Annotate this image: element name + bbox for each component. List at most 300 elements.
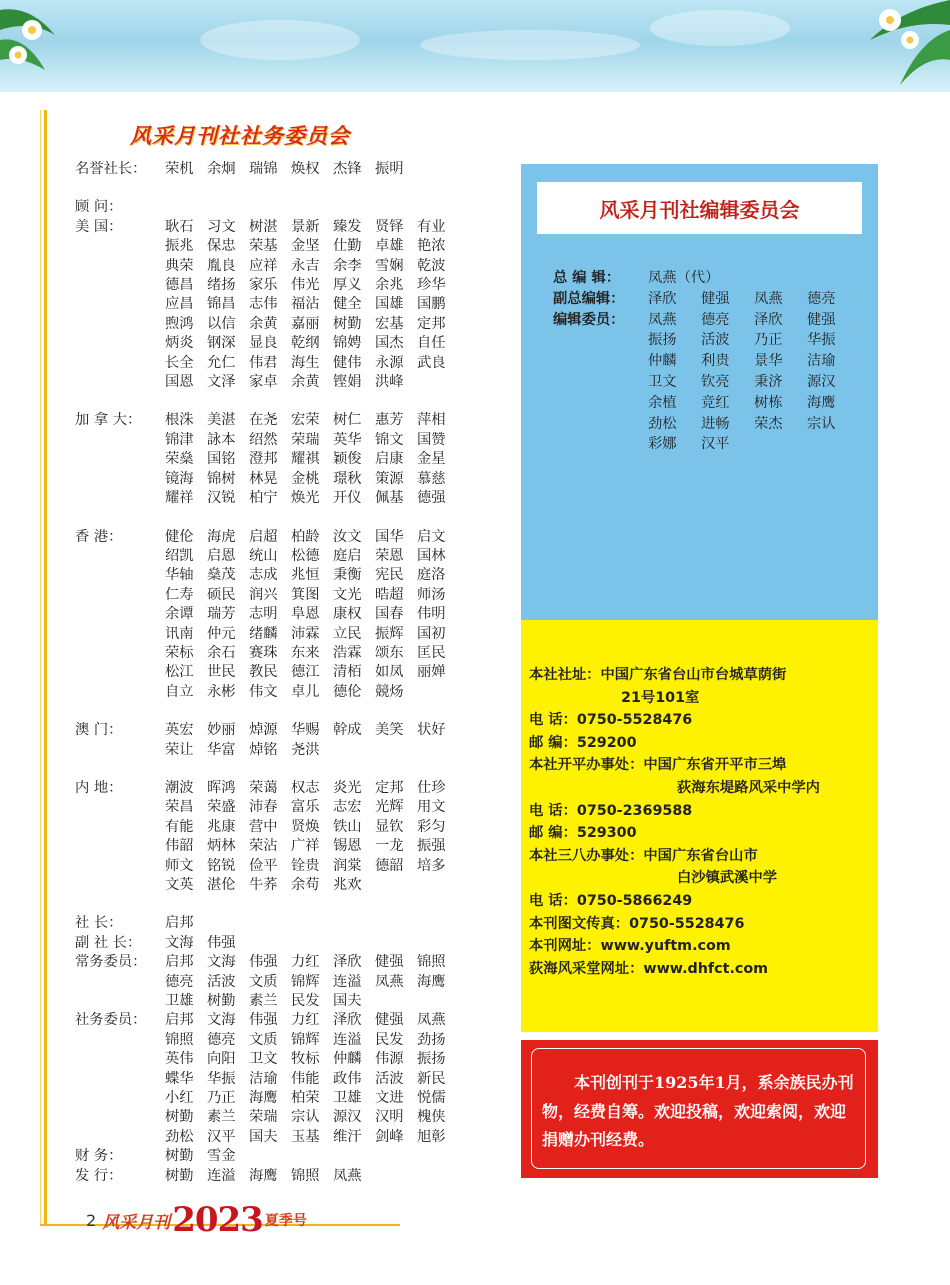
roster-name: 健伦 bbox=[165, 528, 194, 545]
roster-name: 振扬 bbox=[417, 1051, 446, 1068]
roster-names bbox=[165, 605, 459, 624]
roster-names bbox=[165, 334, 459, 353]
roster-name: 锦津 bbox=[165, 431, 194, 448]
roster-label bbox=[75, 992, 165, 1011]
roster-name: 海虎 bbox=[207, 528, 236, 545]
roster-name: 松德 bbox=[291, 547, 320, 564]
roster-name: 允仁 bbox=[207, 354, 236, 371]
section-gap bbox=[75, 179, 475, 198]
roster-name: 艳浓 bbox=[417, 238, 446, 255]
roster-names bbox=[165, 741, 333, 760]
roster-names bbox=[165, 953, 459, 972]
roster-names bbox=[165, 315, 459, 334]
editorial-name: 凤燕 bbox=[754, 290, 783, 307]
roster-row bbox=[75, 489, 475, 508]
roster-name: 家乐 bbox=[249, 277, 278, 294]
top-banner bbox=[0, 0, 950, 92]
contact-key: 本刊图文传真： bbox=[529, 915, 630, 932]
roster-label bbox=[75, 1108, 165, 1127]
roster-name: 国赞 bbox=[417, 431, 446, 448]
editorial-name: 凤燕 bbox=[648, 311, 677, 328]
roster-name: 力红 bbox=[291, 954, 320, 971]
editorial-name: 源汉 bbox=[807, 373, 836, 390]
roster-name: 民发 bbox=[375, 1031, 404, 1048]
roster-name: 连溢 bbox=[207, 1167, 236, 1184]
roster-name: 荣标 bbox=[165, 644, 194, 661]
roster-name: 树勤 bbox=[165, 1148, 194, 1165]
roster-name: 伟君 bbox=[249, 354, 278, 371]
editorial-name: 景华 bbox=[754, 353, 783, 370]
roster-name: 素兰 bbox=[207, 1109, 236, 1126]
roster-row bbox=[75, 354, 475, 373]
roster-label: 内 地： bbox=[75, 779, 123, 796]
roster-label: 社 长： bbox=[75, 915, 123, 932]
magazine-name: 风采月刊 bbox=[102, 1212, 171, 1233]
editorial-row bbox=[553, 351, 860, 372]
roster-name: 余黄 bbox=[291, 374, 320, 391]
roster-name: 海鹰 bbox=[249, 1167, 278, 1184]
roster-name: 锦辉 bbox=[291, 1031, 320, 1048]
contact-value: 529200 bbox=[576, 734, 637, 751]
roster-name: 松江 bbox=[165, 664, 194, 681]
roster-label bbox=[75, 586, 165, 605]
roster-name: 锦辉 bbox=[291, 973, 320, 990]
roster-name: 向阳 bbox=[207, 1051, 236, 1068]
roster-name: 锦树 bbox=[207, 470, 236, 487]
editorial-name: 凤燕（代） bbox=[648, 270, 720, 286]
roster-name: 锦昌 bbox=[207, 296, 236, 313]
contact-value: 0750-5528476 bbox=[629, 915, 745, 932]
roster-name: 乾波 bbox=[417, 257, 446, 274]
roster-name: 有能 bbox=[165, 818, 194, 835]
contact-line bbox=[529, 913, 820, 936]
roster-name: 自任 bbox=[417, 335, 446, 352]
roster-name: 炎光 bbox=[333, 779, 362, 796]
committee-roster bbox=[75, 160, 475, 1186]
roster-names bbox=[165, 566, 459, 585]
roster-name: 伟能 bbox=[291, 1070, 320, 1087]
roster-name: 连溢 bbox=[333, 973, 362, 990]
contact-value: 中国广东省开平市三埠 bbox=[643, 757, 787, 774]
roster-name: 焕光 bbox=[291, 490, 320, 507]
roster-name: 乾纲 bbox=[291, 335, 320, 352]
editorial-name: 仲麟 bbox=[648, 353, 677, 370]
roster-name: 振强 bbox=[417, 838, 446, 855]
roster-name: 以信 bbox=[207, 315, 236, 332]
roster-name: 荣昌 bbox=[165, 799, 194, 816]
roster-names bbox=[165, 1011, 459, 1030]
roster-name: 福沾 bbox=[291, 296, 320, 313]
roster-names bbox=[165, 218, 459, 237]
roster-label: 财 务： bbox=[75, 1148, 123, 1165]
roster-name: 璟秋 bbox=[333, 470, 362, 487]
roster-name: 焯铭 bbox=[249, 741, 278, 758]
roster-row bbox=[75, 1070, 475, 1089]
roster-name: 开仪 bbox=[333, 490, 362, 507]
roster-name: 彩匀 bbox=[417, 818, 446, 835]
roster-name: 槐侠 bbox=[417, 1109, 446, 1126]
roster-name: 荣机 bbox=[165, 161, 194, 177]
roster-row bbox=[75, 257, 475, 276]
roster-name: 新民 bbox=[417, 1070, 446, 1087]
roster-name: 耿石 bbox=[165, 218, 194, 235]
roster-name: 政伟 bbox=[333, 1070, 362, 1087]
palm-flower-left-decoration bbox=[0, 0, 80, 92]
roster-row bbox=[75, 837, 475, 856]
roster-row bbox=[75, 779, 475, 798]
roster-name: 瑞芳 bbox=[207, 606, 236, 623]
editorial-name: 劲松 bbox=[648, 415, 677, 432]
roster-name: 国杰 bbox=[375, 335, 404, 352]
roster-row bbox=[75, 528, 475, 547]
contact-key: 电 话： bbox=[529, 892, 577, 909]
roster-row bbox=[75, 953, 475, 972]
roster-name: 永吉 bbox=[291, 257, 320, 274]
roster-label bbox=[75, 237, 165, 256]
roster-name: 英伟 bbox=[165, 1051, 194, 1068]
roster-label bbox=[75, 470, 165, 489]
roster-name: 臻发 bbox=[333, 218, 362, 235]
roster-name: 煦鸿 bbox=[165, 315, 194, 332]
editorial-name: 洁瑜 bbox=[807, 353, 836, 370]
contact-value: 中国广东省台山市台城草荫街 bbox=[600, 667, 787, 683]
roster-names bbox=[165, 528, 459, 547]
roster-name: 柏荣 bbox=[291, 1090, 320, 1107]
roster-name: 力红 bbox=[291, 1012, 320, 1029]
roster-name: 晖鸿 bbox=[207, 779, 236, 796]
roster-name: 清栢 bbox=[333, 664, 362, 681]
roster-row bbox=[75, 315, 475, 334]
roster-names bbox=[165, 779, 459, 798]
editorial-name: 海鹰 bbox=[807, 394, 836, 411]
roster-name: 胤良 bbox=[207, 257, 236, 274]
contact-value: www.dhfct.com bbox=[643, 960, 769, 977]
roster-label: 香 港： bbox=[75, 528, 123, 545]
contact-value: 荻海东堤路风采中学内 bbox=[677, 779, 820, 796]
roster-name: 俭平 bbox=[249, 857, 278, 874]
editorial-name: 汉平 bbox=[701, 436, 730, 453]
roster-name: 仁寿 bbox=[165, 586, 194, 603]
roster-name: 启恩 bbox=[207, 547, 236, 564]
roster-label bbox=[75, 489, 165, 508]
contact-line bbox=[529, 687, 820, 710]
editorial-label bbox=[553, 393, 648, 414]
roster-names bbox=[165, 818, 459, 837]
roster-names bbox=[165, 914, 207, 933]
roster-row bbox=[75, 1031, 475, 1050]
roster-name: 志明 bbox=[249, 606, 278, 623]
roster-name: 国夫 bbox=[249, 1128, 278, 1145]
roster-names bbox=[165, 276, 459, 295]
editorial-name: 进畅 bbox=[701, 415, 730, 432]
roster-name: 金桃 bbox=[291, 470, 320, 487]
roster-row bbox=[75, 1108, 475, 1127]
editorial-row bbox=[553, 414, 860, 435]
roster-label: 名誉社长： bbox=[75, 161, 147, 177]
roster-name: 锡恩 bbox=[333, 838, 362, 855]
roster-name: 德江 bbox=[291, 664, 320, 681]
roster-name: 雪娴 bbox=[375, 257, 404, 274]
roster-name: 颖俊 bbox=[333, 451, 362, 468]
roster-row bbox=[75, 857, 475, 876]
roster-name: 幹成 bbox=[333, 722, 362, 739]
roster-name: 汉明 bbox=[375, 1109, 404, 1126]
roster-label bbox=[75, 1089, 165, 1108]
roster-label bbox=[75, 373, 165, 392]
roster-name: 国雄 bbox=[375, 296, 404, 313]
roster-names bbox=[165, 798, 459, 817]
contact-line bbox=[529, 845, 820, 868]
roster-name: 卓儿 bbox=[291, 683, 320, 700]
roster-name: 德韶 bbox=[375, 857, 404, 874]
roster-name: 庭启 bbox=[333, 547, 362, 564]
roster-name: 伟光 bbox=[291, 277, 320, 294]
roster-row bbox=[75, 876, 475, 895]
roster-label: 加 拿 大： bbox=[75, 412, 142, 429]
editorial-name: 活波 bbox=[701, 332, 730, 349]
contact-line bbox=[529, 732, 820, 755]
roster-name: 小红 bbox=[165, 1090, 194, 1107]
roster-name: 在尧 bbox=[249, 412, 278, 429]
roster-label bbox=[75, 334, 165, 353]
roster-name: 华富 bbox=[207, 741, 236, 758]
roster-name: 英宏 bbox=[165, 722, 194, 739]
roster-label: 常务委员： bbox=[75, 954, 147, 971]
editorial-row bbox=[553, 289, 860, 310]
roster-name: 锦照 bbox=[291, 1167, 320, 1184]
roster-name: 金星 bbox=[417, 451, 446, 468]
roster-names bbox=[165, 1147, 249, 1166]
roster-name: 沛霖 bbox=[291, 625, 320, 642]
roster-row bbox=[75, 798, 475, 817]
roster-label bbox=[75, 644, 165, 663]
roster-name: 国春 bbox=[375, 606, 404, 623]
roster-name: 伟强 bbox=[249, 954, 278, 971]
roster-name: 富乐 bbox=[291, 799, 320, 816]
roster-name: 如凤 bbox=[375, 664, 404, 681]
roster-name: 锦娉 bbox=[333, 335, 362, 352]
roster-name: 树湛 bbox=[249, 218, 278, 235]
roster-row bbox=[75, 218, 475, 237]
roster-name: 习文 bbox=[207, 218, 236, 235]
editorial-name: 钦亮 bbox=[701, 373, 730, 390]
roster-name: 美笑 bbox=[375, 722, 404, 739]
contact-key: 本社开平办事处： bbox=[529, 757, 644, 774]
roster-name: 活波 bbox=[375, 1070, 404, 1087]
roster-label bbox=[75, 1070, 165, 1089]
contact-line bbox=[529, 867, 820, 890]
roster-names bbox=[165, 1128, 459, 1147]
roster-name: 文泽 bbox=[207, 374, 236, 391]
editorial-name: 树栋 bbox=[754, 394, 783, 411]
editorial-name: 宗认 bbox=[807, 415, 836, 432]
roster-name: 文质 bbox=[249, 1031, 278, 1048]
roster-name: 凤燕 bbox=[417, 1012, 446, 1029]
editorial-row bbox=[553, 372, 860, 393]
roster-label bbox=[75, 1050, 165, 1069]
roster-row bbox=[75, 586, 475, 605]
roster-name: 海鹰 bbox=[249, 1090, 278, 1107]
roster-name: 振明 bbox=[375, 161, 404, 177]
roster-name: 荣瑞 bbox=[249, 1109, 278, 1126]
editorial-title: 风采月刊社编辑委员会 bbox=[599, 198, 800, 222]
roster-name: 澄邦 bbox=[249, 451, 278, 468]
roster-name: 贤铎 bbox=[375, 218, 404, 235]
roster-names bbox=[165, 257, 459, 276]
roster-row bbox=[75, 547, 475, 566]
editorial-name: 德亮 bbox=[701, 311, 730, 328]
notice-panel bbox=[521, 1040, 878, 1178]
roster-name: 凤燕 bbox=[375, 973, 404, 990]
roster-name: 宏基 bbox=[375, 315, 404, 332]
editorial-row bbox=[553, 393, 860, 414]
roster-label bbox=[75, 741, 165, 760]
roster-name: 剑峰 bbox=[375, 1128, 404, 1145]
contact-list bbox=[529, 664, 820, 980]
editorial-name: 卫文 bbox=[648, 373, 677, 390]
roster-name: 启邦 bbox=[165, 1012, 194, 1029]
roster-name: 伟强 bbox=[249, 1012, 278, 1029]
editorial-label bbox=[553, 330, 648, 351]
roster-row bbox=[75, 276, 475, 295]
roster-name: 定邦 bbox=[375, 779, 404, 796]
roster-name: 文质 bbox=[249, 973, 278, 990]
roster-name: 绪麟 bbox=[249, 625, 278, 642]
section-gap bbox=[75, 392, 475, 411]
roster-name: 启邦 bbox=[165, 954, 194, 971]
roster-name: 珍华 bbox=[417, 277, 446, 294]
contact-line bbox=[529, 958, 820, 981]
roster-row bbox=[75, 605, 475, 624]
roster-name: 绍然 bbox=[249, 431, 278, 448]
roster-name: 权志 bbox=[291, 779, 320, 796]
roster-name: 金坚 bbox=[291, 238, 320, 255]
roster-name: 德亮 bbox=[207, 1031, 236, 1048]
roster-name: 长全 bbox=[165, 354, 194, 371]
roster-name: 荣基 bbox=[249, 238, 278, 255]
contact-value: www.yuftm.com bbox=[600, 938, 731, 955]
roster-name: 匡民 bbox=[417, 644, 446, 661]
roster-name: 余谭 bbox=[165, 606, 194, 623]
roster-name: 余黄 bbox=[249, 315, 278, 332]
roster-label bbox=[75, 295, 165, 314]
roster-name: 国铭 bbox=[207, 451, 236, 468]
editorial-list bbox=[553, 268, 860, 455]
editorial-name: 振扬 bbox=[648, 332, 677, 349]
roster-label bbox=[75, 625, 165, 644]
roster-name: 志宏 bbox=[333, 799, 362, 816]
roster-row bbox=[75, 625, 475, 644]
roster-label bbox=[75, 450, 165, 469]
roster-name: 保忠 bbox=[207, 238, 236, 255]
roster-name: 競炀 bbox=[375, 683, 404, 700]
roster-name: 启超 bbox=[249, 528, 278, 545]
roster-name: 绪扬 bbox=[207, 277, 236, 294]
roster-names bbox=[165, 992, 375, 1011]
roster-label bbox=[75, 315, 165, 334]
roster-name: 泽欣 bbox=[333, 1012, 362, 1029]
roster-name: 树勤 bbox=[207, 993, 236, 1010]
roster-name: 有业 bbox=[417, 218, 446, 235]
roster-name: 洪峰 bbox=[375, 374, 404, 391]
roster-names bbox=[165, 586, 459, 605]
roster-name: 卫文 bbox=[249, 1051, 278, 1068]
roster-row bbox=[75, 1167, 475, 1186]
roster-name: 启邦 bbox=[165, 915, 194, 932]
roster-name: 镜海 bbox=[165, 470, 194, 487]
roster-label: 副 社 长： bbox=[75, 934, 142, 951]
editorial-name: 竞红 bbox=[701, 394, 730, 411]
roster-name: 康权 bbox=[333, 606, 362, 623]
editorial-label bbox=[553, 351, 648, 372]
roster-name: 宪民 bbox=[375, 567, 404, 584]
editorial-label bbox=[553, 434, 648, 455]
roster-name: 嘉丽 bbox=[291, 315, 320, 332]
editorial-label bbox=[553, 414, 648, 435]
roster-name: 讯南 bbox=[165, 625, 194, 642]
roster-row bbox=[75, 373, 475, 392]
roster-name: 树仁 bbox=[333, 412, 362, 429]
roster-name: 林晃 bbox=[249, 470, 278, 487]
roster-name: 维汗 bbox=[333, 1128, 362, 1145]
roster-row bbox=[75, 566, 475, 585]
roster-label bbox=[75, 973, 165, 992]
roster-name: 显钦 bbox=[375, 818, 404, 835]
roster-name: 美湛 bbox=[207, 412, 236, 429]
roster-name: 典荣 bbox=[165, 257, 194, 274]
roster-name: 民发 bbox=[291, 993, 320, 1010]
roster-row bbox=[75, 450, 475, 469]
roster-row bbox=[75, 644, 475, 663]
roster-names bbox=[165, 973, 459, 992]
editorial-panel bbox=[521, 164, 878, 620]
roster-name: 国恩 bbox=[165, 374, 194, 391]
roster-name: 定邦 bbox=[417, 315, 446, 332]
contact-line bbox=[529, 777, 820, 800]
roster-name: 统山 bbox=[249, 547, 278, 564]
contact-key: 本刊网址： bbox=[529, 938, 601, 955]
roster-name: 卓雄 bbox=[375, 238, 404, 255]
roster-row bbox=[75, 1050, 475, 1069]
editorial-name: 利贵 bbox=[701, 353, 730, 370]
roster-name: 健全 bbox=[333, 296, 362, 313]
issue-season: 夏季号 bbox=[264, 1213, 307, 1229]
roster-name: 兆康 bbox=[207, 818, 236, 835]
roster-name: 国林 bbox=[417, 547, 446, 564]
roster-names bbox=[165, 1089, 459, 1108]
roster-name: 国华 bbox=[375, 528, 404, 545]
roster-name: 志伟 bbox=[249, 296, 278, 313]
contact-value: 0750-5528476 bbox=[576, 712, 693, 729]
contact-key: 本社社址： bbox=[529, 667, 601, 683]
roster-row bbox=[75, 470, 475, 489]
roster-name: 景新 bbox=[291, 218, 320, 235]
roster-row bbox=[75, 237, 475, 256]
roster-name: 华赐 bbox=[291, 722, 320, 739]
roster-name: 晧超 bbox=[375, 586, 404, 603]
roster-name: 钢深 bbox=[207, 335, 236, 352]
roster-names bbox=[165, 1050, 459, 1069]
roster-name: 铁山 bbox=[333, 818, 362, 835]
roster-name: 树勤 bbox=[333, 315, 362, 332]
editorial-name: 健强 bbox=[807, 311, 836, 328]
roster-label bbox=[75, 876, 165, 895]
contact-key: 荻海风采堂网址： bbox=[529, 960, 644, 977]
roster-row bbox=[75, 334, 475, 353]
roster-names bbox=[165, 373, 417, 392]
roster-name: 国初 bbox=[417, 625, 446, 642]
editorial-name: 秉济 bbox=[754, 373, 783, 390]
